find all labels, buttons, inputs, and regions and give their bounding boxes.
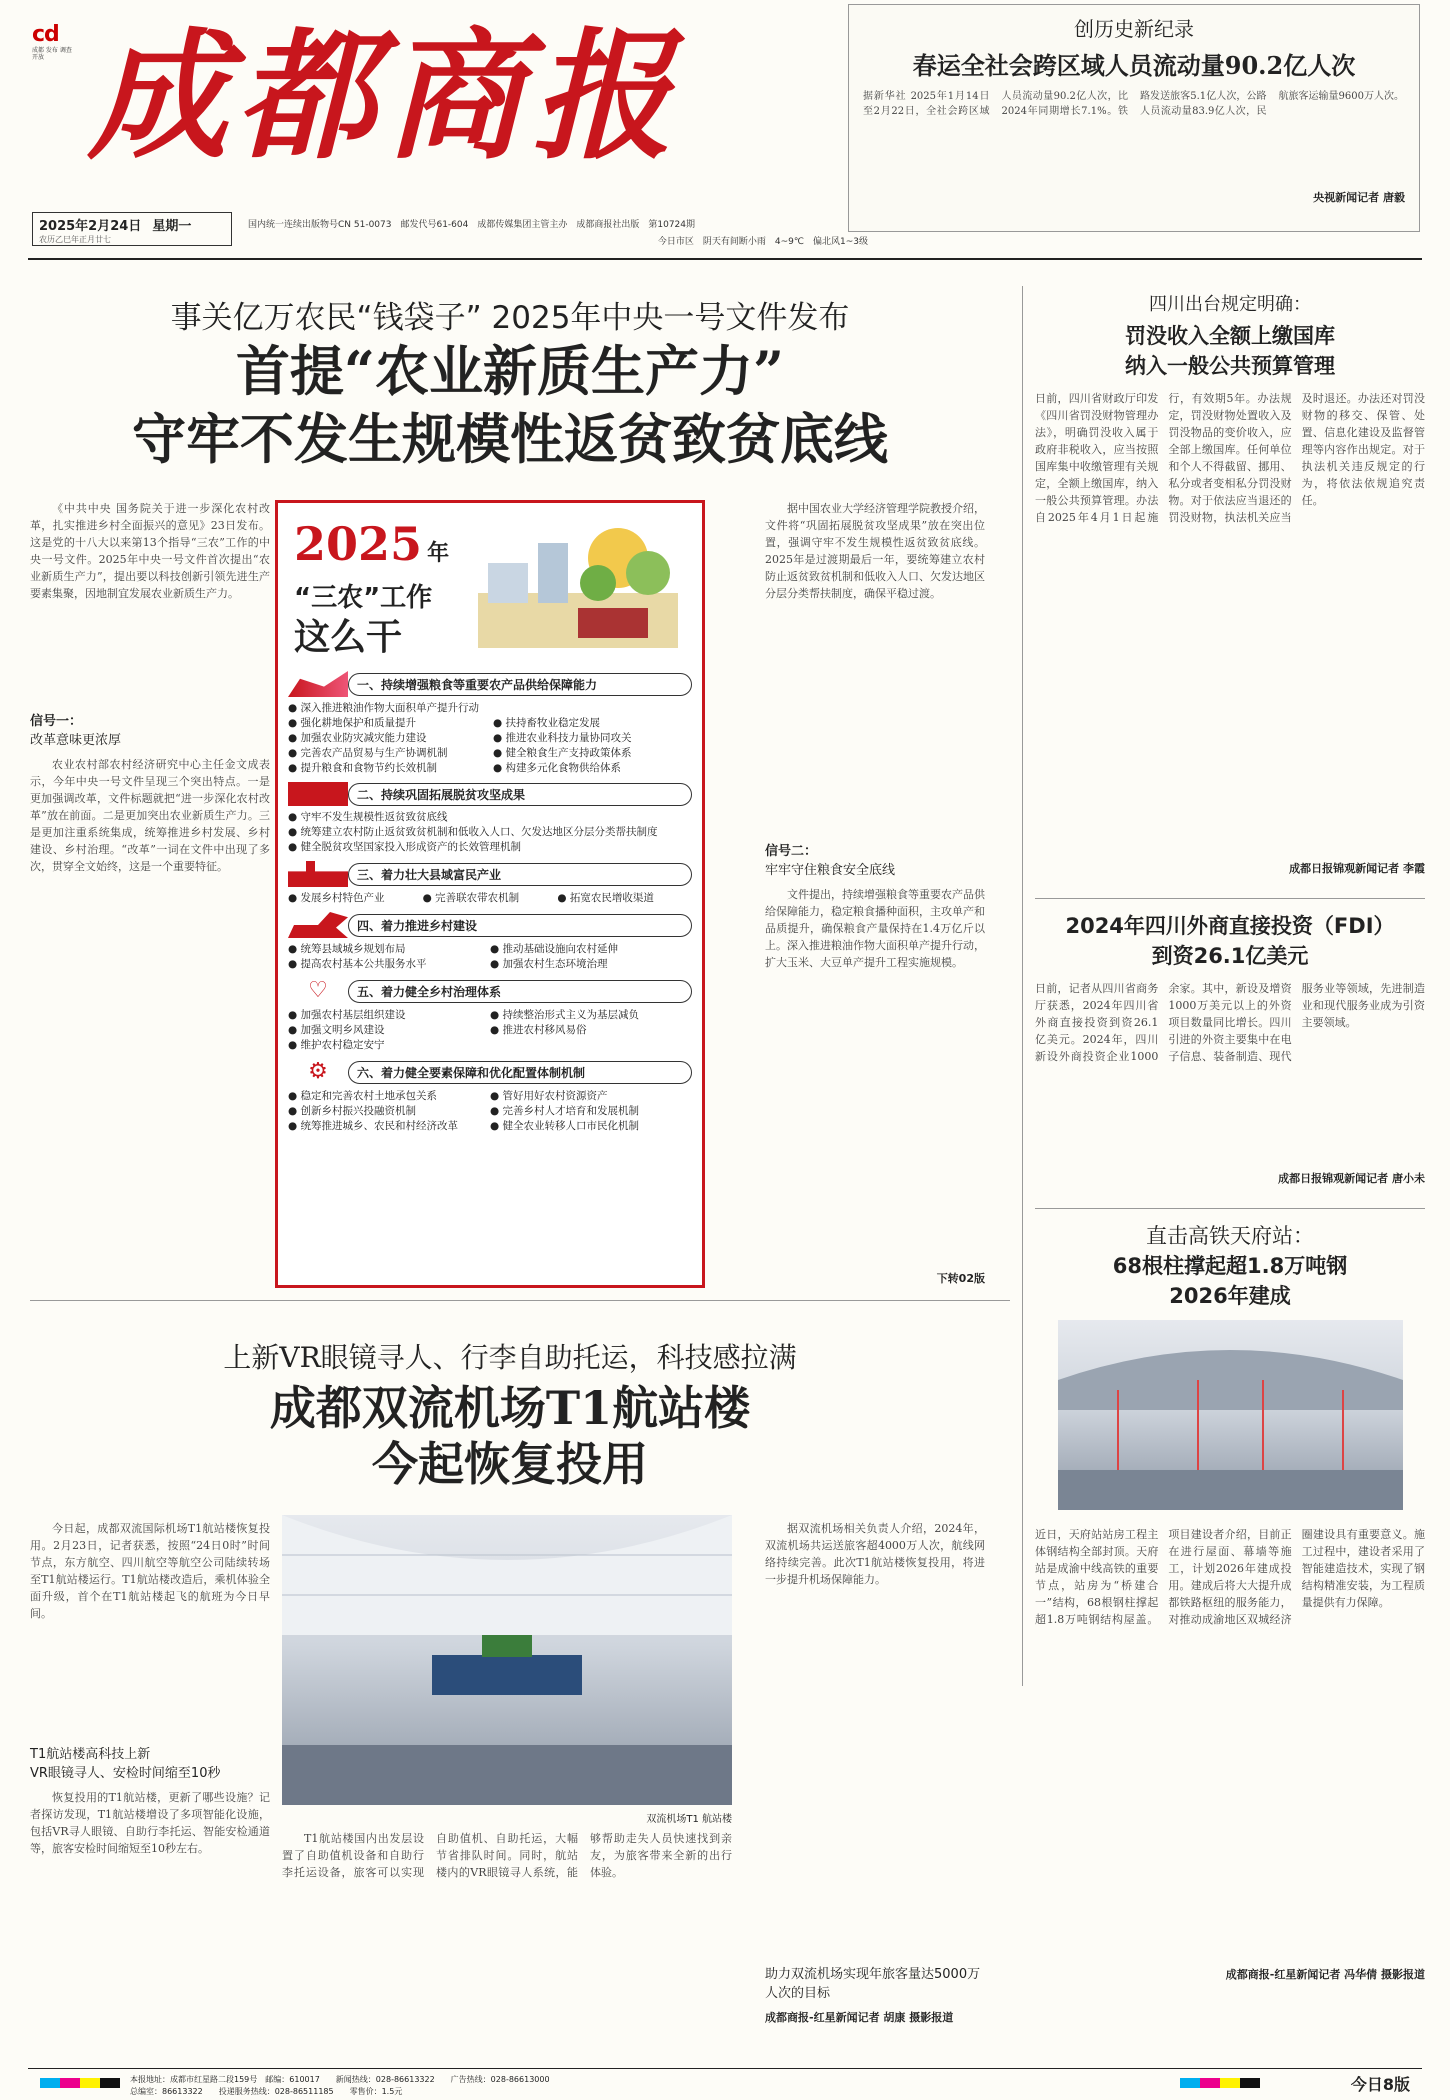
- infobox-item: ● 健全农业转移人口市民化机制: [490, 1120, 639, 1132]
- small-logo: [32, 22, 72, 62]
- color-bar-right: [1180, 2078, 1260, 2088]
- lead-col1: [30, 500, 270, 1280]
- infobox-item: ● 深入推进粮油作物大面积单产提升行动: [288, 702, 479, 714]
- infobox-sections: [288, 671, 692, 1134]
- column-divider: [1022, 286, 1023, 1686]
- infobox-title-2: 这么干: [294, 617, 403, 658]
- airport-headline-1: 成都双流机场T1航站楼: [269, 1381, 751, 1435]
- infobox-item: ● 健全粮食生产支持政策体系: [493, 747, 632, 759]
- right-story-3: [1035, 1220, 1425, 2050]
- airport-headline-2: 今起恢复投用: [372, 1437, 648, 1491]
- right-story-1-headline-1: 罚没收入全额上缴国库: [1125, 324, 1335, 348]
- infobox-item: ● 完善乡村人才培育和发展机制: [490, 1105, 639, 1117]
- right-story-3-byline: 成都商报-红星新闻记者 冯华倩 摄影报道: [1225, 1968, 1425, 1981]
- bricks-icon: [288, 782, 348, 806]
- infobox-item: ● 推进农村移风易俗: [490, 1024, 587, 1036]
- airport-kicker: 上新VR眼镜寻人、行李自助托运，科技感拉满: [223, 1341, 797, 1374]
- right-story-1-body: 日前，四川省财政厅印发《四川省罚没财物管理办法》，明确罚没收入属于政府非税收入，应当按照国库集中收缴管理有关规定，全额上缴国库，纳入一般公共预算管理。办法自2025年4月1日起施行，有效期5年。办法规定，罚没财物处置收入及罚没物品的变价收入，应全部上缴国库。任何单位和个人不得截留、挪用、私分或者变相私分罚没财物。对于依法应当退还的罚没财物，执法机关应当及时退还。办法还对罚没财物的移交、保管、处置、信息化建设及监督管理等内容作出规定。对于执法机关违反规定的行为，将依法依规追究责任。: [1035, 392, 1425, 524]
- lead-col1-text: 《中共中央 国务院关于进一步深化农村改革，扎实推进乡村全面振兴的意见》23日发布。这是党的十八大以来第13个指导“三农”工作的中央一号文件。2025年中央一号文件首次提出“农业新质生产力”，提出要以科技创新引领先进生产要素集聚，因地制宜发展农业新质生产力。: [30, 502, 270, 600]
- top-story-body: 据新华社 2025年1月14日至2月22日，全社会跨区域人员流动量90.2亿人次，比2024年同期增长7.1%。铁路发送旅客5.1亿人次，公路人员流动量83.9亿人次，民航旅客运输量9600万人次。: [863, 91, 1404, 117]
- masthead-rule: [28, 258, 1422, 260]
- lead-headline-2: 守牢不发生规模性返贫致贫底线: [132, 407, 888, 471]
- col1-signal-label: 信号一：: [30, 714, 83, 729]
- airport-col1-text: 今日起，成都双流国际机场T1航站楼恢复投用。2月23日，记者获悉，按照“24日0时”时间节点，东方航空、四川航空等航空公司陆续转场至T1航站楼运行。T1航站楼改造后，乘机体验全面升级，首个在T1航站楼起飞的航班为今日早间。: [30, 1522, 270, 1620]
- infobox-section-title: 二、持续巩固拓展脱贫攻坚成果: [348, 783, 692, 806]
- right-story-3-headline-1: 直击高铁天府站：: [1146, 1224, 1314, 1248]
- infobox-section: [288, 671, 692, 776]
- right-story-3-headline-2: 68根柱撑起超1.8万吨钢: [1112, 1254, 1348, 1278]
- infobox-item: ● 推进农业科技力量协同攻关: [493, 732, 632, 744]
- airport-col3-byline: 成都商报-红星新闻记者 胡康 摄影报道: [765, 2011, 954, 2024]
- excavator-icon: [288, 912, 348, 938]
- airport-col3: [765, 1520, 985, 2065]
- infobox-item: ● 推动基础设施向农村延伸: [490, 943, 618, 955]
- rule: [30, 1300, 1010, 1301]
- infobox-item: ● 完善农产品贸易与生产协调机制: [288, 747, 448, 759]
- infobox-item: ● 提升粮食和食物节约长效机制: [288, 762, 437, 774]
- col1-signal-title: 改革意味更浓厚: [30, 733, 122, 748]
- infobox-section-title: 六、着力健全要素保障和优化配置体制机制: [348, 1061, 692, 1084]
- rule: [1035, 1208, 1425, 1209]
- infobox-item: ● 加强农村生态环境治理: [490, 958, 608, 970]
- infobox-item: ● 创新乡村振兴投融资机制: [288, 1105, 416, 1117]
- right-story-1-kicker: 四川出台规定明确：: [1149, 294, 1311, 315]
- airport-photo: [282, 1515, 732, 1805]
- rule: [1035, 898, 1425, 899]
- infobox-item: ● 扶持畜牧业稳定发展: [493, 717, 600, 729]
- footer-line1: 本报地址：成都市红星路二段159号 邮编：610017 新闻热线：028-86613322 广告热线：028-86613000: [130, 2075, 550, 2084]
- color-bar-left: [40, 2078, 120, 2088]
- infobox-item: ● 拓宽农民增收渠道: [557, 892, 654, 904]
- infobox-illustration: [468, 513, 688, 653]
- right-story-2-body: 日前，记者从四川省商务厅获悉，2024年四川省外商直接投资到资26.1亿美元。2024年，四川新设外商投资企业1000余家。其中，新设及增资1000万美元以上的外资项目数量同比增长。四川引进的外资主要集中在电子信息、装备制造、现代服务业等领域，先进制造业和现代服务业成为引资主要领域。: [1035, 982, 1425, 1063]
- gears-icon: ⚙: [308, 1059, 328, 1084]
- footer-line2: 总编室：86613322 投递服务热线：028-86511185 零售价：1.5元: [130, 2087, 403, 2096]
- small-logo-caption: 成都 发布 调查 开放: [32, 47, 72, 61]
- date-box: [32, 212, 232, 246]
- infobox-item: ● 构建多元化食物供给体系: [493, 762, 621, 774]
- airport-col3-text: 据双流机场相关负责人介绍，2024年，双流机场共运送旅客超4000万人次，航线网络持续完善。此次T1航站楼恢复投用，将进一步提升机场保障能力。: [765, 1522, 985, 1586]
- infobox-year-suffix: 年: [427, 541, 450, 566]
- issue-weekday: 星期一: [152, 219, 192, 234]
- right-story-1-byline: 成都日报锦观新闻记者 李霞: [1289, 862, 1425, 875]
- lunar-date: 农历乙巳年正月廿七: [39, 235, 111, 244]
- infobox-section-title: 一、持续增强粮食等重要农产品供给保障能力: [348, 673, 692, 696]
- lead-kicker: 事关亿万农民“钱袋子” 2025年中央一号文件发布: [170, 300, 850, 336]
- footer-rule: [28, 2068, 1422, 2069]
- issue-date: 2025年2月24日: [39, 219, 142, 234]
- right-story-1: [1035, 290, 1425, 890]
- top-story-kicker: 创历史新纪录: [1074, 17, 1194, 41]
- infobox-section: [288, 912, 692, 972]
- weather: 今日市区 阴天有间断小雨 4~9℃ 偏北风1~3级: [657, 237, 868, 247]
- right-story-3-headline-3: 2026年建成: [1169, 1284, 1291, 1308]
- today-pages: 今日8版: [1350, 2075, 1410, 2094]
- right-story-1-headline-2: 纳入一般公共预算管理: [1125, 354, 1335, 378]
- right-story-2: [1035, 910, 1425, 1200]
- field-icon: [288, 671, 348, 697]
- terminal-interior-icon: [282, 1515, 732, 1805]
- infobox-section: [288, 978, 692, 1053]
- infobox-item: ● 加强文明乡风建设: [288, 1024, 385, 1036]
- airport-box-caption: 助力双流机场实现年旅客量达5000万人次的目标: [765, 1967, 981, 2001]
- farm-illustration-icon: [468, 513, 688, 653]
- infobox-item: ● 稳定和完善农村土地承包关系: [288, 1090, 437, 1102]
- right-story-2-headline-1: 2024年四川外商直接投资（FDI）: [1065, 914, 1395, 938]
- infobox-item: ● 健全脱贫攻坚国家投入形成资产的长效管理机制: [288, 841, 521, 853]
- top-story-byline: 央视新闻记者 唐毅: [1313, 191, 1405, 204]
- airport-mid-text: T1航站楼国内出发层设置了自助值机设备和自助行李托运设备，旅客可以实现自助值机、自助托运，大幅节省排队时间。同时，航站楼内的VR眼镜寻人系统，能够帮助走失人员快速找到亲友，为旅客带来全新的出行体验。: [282, 1832, 732, 1879]
- small-logo-mark: cd: [32, 22, 59, 47]
- infobox-item: ● 提高农村基本公共服务水平: [288, 958, 427, 970]
- lead-col3-text: 据中国农业大学经济管理学院教授介绍，文件将“巩固拓展脱贫攻坚成果”放在突出位置，强调守牢不发生规模性返贫致贫底线。2025年是过渡期最后一年，要统筹建立农村防止返贫致贫机制和低收入人口、欠发达地区分层分类帮扶制度，确保平稳过渡。: [765, 502, 985, 600]
- lead-col3: [765, 500, 985, 1288]
- airport-col1-sub: T1航站楼高科技上新 VR眼镜寻人、安检时间缩至10秒: [30, 1747, 221, 1781]
- infobox-section: [288, 782, 692, 855]
- infobox-item: ● 统筹县域城乡规划布局: [288, 943, 406, 955]
- infobox-section: [288, 861, 692, 906]
- infobox-item: ● 强化耕地保护和质量提升: [288, 717, 416, 729]
- infobox-item: ● 统筹推进城乡、农民和村经济改革: [288, 1120, 458, 1132]
- infobox-section-title: 五、着力健全乡村治理体系: [348, 980, 692, 1003]
- top-story-headline: 春运全社会跨区域人员流动量90.2亿人次: [912, 51, 1356, 80]
- infobox-item: ● 持续整治形式主义为基层减负: [490, 1009, 639, 1021]
- airport-photo-caption: 双流机场T1 航站楼: [646, 1814, 732, 1825]
- airport-col1: [30, 1520, 270, 2065]
- infobox-section-title: 三、着力壮大县域富民产业: [348, 863, 692, 886]
- infobox-year-number: 2025: [294, 517, 423, 571]
- infobox-section-title: 四、着力推进乡村建设: [348, 914, 692, 937]
- infobox-title-1: “三农”工作: [294, 583, 433, 613]
- col3-signal-label: 信号二：: [765, 844, 818, 859]
- infobox-year: [294, 517, 449, 571]
- right-story-2-byline: 成都日报锦观新闻记者 唐小未: [1278, 1172, 1425, 1185]
- jump-line: 下转02版: [936, 1272, 985, 1285]
- infobox-item: ● 加强农村基层组织建设: [288, 1009, 406, 1021]
- infobox-item: ● 统筹建立农村防止返贫致贫机制和低收入人口、欠发达地区分层分类帮扶制度: [288, 826, 658, 838]
- industry-icon: [288, 861, 348, 887]
- right-story-3-body: 近日，天府站站房工程主体钢结构全部封顶。天府站是成渝中线高铁的重要节点，站房为“桥建合一”结构，68根钢柱撑起超1.8万吨钢结构屋盖。项目建设者介绍，目前正在进行屋面、幕墙等施工，计划2026年建成投用。建成后将大大提升成都铁路枢纽的服务能力，对推动成渝地区双城经济圈建设具有重要意义。施工过程中，建设者采用了智能建造技术，实现了钢结构精准安装，为工程质量提供有力保障。: [1035, 1528, 1425, 1626]
- tianfu-station-photo: [1058, 1320, 1403, 1510]
- issue-info: 国内统一连续出版物号CN 51-0073 邮发代号61-604 成都传媒集团主管主办 成都商报社出版 第10724期: [248, 220, 695, 230]
- infobox-item: ● 加强农业防灾减灾能力建设: [288, 732, 427, 744]
- lead-col1-text2: 农业农村部农村经济研究中心主任金文成表示，今年中央一号文件呈现三个突出特点。一是更加强调改革，文件标题就把“进一步深化农村改革”放在前面。二是更加突出农业新质生产力。三是更加注重系统集成，统筹推进乡村发展、乡村建设、乡村治理。“改革”一词在文件中出现了多次，贯穿全文始终，这是一个重要特征。: [30, 758, 270, 873]
- station-roof-icon: [1058, 1320, 1403, 1510]
- masthead: [28, 12, 868, 252]
- masthead-logo: 成都商报: [88, 15, 681, 179]
- infobox-section: [288, 1059, 692, 1134]
- infobox-item: ● 完善联农带农机制: [422, 892, 520, 904]
- top-story: [848, 4, 1420, 232]
- airport-col1-text2: 恢复投用的T1航站楼，更新了哪些设施？记者探访发现，T1航站楼增设了多项智能化设施，包括VR寻人眼镜、自助行李托运、智能安检通道等，旅客安检时间缩短至10秒左右。: [30, 1791, 270, 1855]
- lead-headline-1: 首提“农业新质生产力”: [235, 339, 785, 403]
- lead-col3-text2: 文件提出，持续增强粮食等重要农产品供给保障能力，稳定粮食播种面积，主攻单产和品质提升，确保粮食产量保持在1.4万亿斤以上。深入推进粮油作物大面积单产提升行动，扩大玉米、大豆单产提升工程实施规模。: [765, 888, 985, 969]
- col3-signal-title: 牢牢守住粮食安全底线: [765, 863, 896, 878]
- infobox-item: ● 发展乡村特色产业: [288, 892, 385, 904]
- infobox: [275, 500, 705, 1288]
- infobox-item: ● 管好用好农村资源资产: [490, 1090, 608, 1102]
- infobox-item: ● 守牢不发生规模性返贫致贫底线: [288, 811, 448, 823]
- infobox-item: ● 维护农村稳定安宁: [288, 1039, 385, 1051]
- heart-hand-icon: ♡: [308, 978, 328, 1003]
- right-story-2-headline-2: 到资26.1亿美元: [1151, 944, 1309, 968]
